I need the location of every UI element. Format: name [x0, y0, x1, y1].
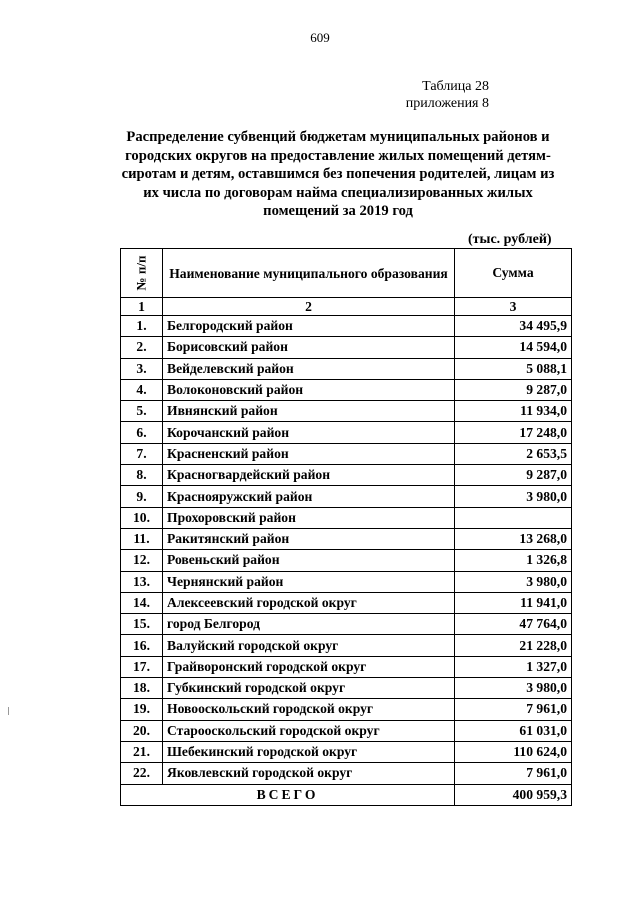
row-number: 22.	[121, 763, 163, 784]
table-row	[121, 720, 572, 741]
row-name: Ракитянский район	[163, 528, 455, 549]
row-sum: 21 228,0	[455, 635, 572, 656]
row-number: 15.	[121, 614, 163, 635]
row-sum: 61 031,0	[455, 720, 572, 741]
column-number-row	[121, 298, 572, 316]
page-number: 609	[310, 30, 330, 45]
table-reference	[405, 78, 489, 112]
row-number: 4.	[121, 379, 163, 400]
row-number: 3.	[121, 358, 163, 379]
row-number: 20.	[121, 720, 163, 741]
row-name: Шебекинский городской округ	[163, 741, 455, 762]
row-name: Корочанский район	[163, 422, 455, 443]
table-row	[121, 379, 572, 400]
row-name: город Белгород	[163, 614, 455, 635]
row-name: Грайворонский городской округ	[163, 656, 455, 677]
row-name: Ивнянский район	[163, 401, 455, 422]
table-row	[121, 592, 572, 613]
table-header-row	[121, 249, 572, 298]
row-name: Борисовский район	[163, 337, 455, 358]
table-row	[121, 443, 572, 464]
row-sum: 9 287,0	[455, 465, 572, 486]
row-number: 5.	[121, 401, 163, 422]
row-name: Новооскольский городской округ	[163, 699, 455, 720]
row-number: 11.	[121, 528, 163, 549]
row-number: 13.	[121, 571, 163, 592]
table-row	[121, 401, 572, 422]
row-number: 14.	[121, 592, 163, 613]
row-name: Валуйский городской округ	[163, 635, 455, 656]
table-ref-line2: приложения 8	[405, 96, 489, 111]
total-label: ВСЕГО	[121, 784, 455, 805]
row-sum: 3 980,0	[455, 571, 572, 592]
row-sum: 11 934,0	[455, 401, 572, 422]
total-row	[121, 784, 572, 805]
row-name: Красненский район	[163, 443, 455, 464]
margin-mark	[8, 707, 9, 715]
table-row	[121, 465, 572, 486]
row-sum: 5 088,1	[455, 358, 572, 379]
row-name: Старооскольский городской округ	[163, 720, 455, 741]
table-row	[121, 635, 572, 656]
row-name: Яковлевский городской округ	[163, 763, 455, 784]
row-sum: 14 594,0	[455, 337, 572, 358]
row-name: Ровеньский район	[163, 550, 455, 571]
col-number-1: 1	[121, 298, 163, 316]
row-sum: 2 653,5	[455, 443, 572, 464]
row-sum: 34 495,9	[455, 316, 572, 337]
table-row	[121, 337, 572, 358]
row-name: Алексеевский городской округ	[163, 592, 455, 613]
units-label: (тыс. рублей)	[468, 232, 552, 247]
col-number-2: 2	[163, 298, 455, 316]
row-sum: 1 326,8	[455, 550, 572, 571]
header-name: Наименование муниципального образования	[163, 249, 455, 298]
table-row	[121, 550, 572, 571]
row-sum: 17 248,0	[455, 422, 572, 443]
row-number: 1.	[121, 316, 163, 337]
table-row	[121, 316, 572, 337]
row-sum: 47 764,0	[455, 614, 572, 635]
row-number: 18.	[121, 678, 163, 699]
table-row	[121, 678, 572, 699]
row-name: Чернянский район	[163, 571, 455, 592]
row-sum: 9 287,0	[455, 379, 572, 400]
row-name: Белгородский район	[163, 316, 455, 337]
table-row	[121, 358, 572, 379]
table-body	[121, 316, 572, 785]
row-number: 7.	[121, 443, 163, 464]
row-name: Губкинский городской округ	[163, 678, 455, 699]
row-name: Краснояружский район	[163, 486, 455, 507]
table-row	[121, 699, 572, 720]
row-sum: 3 980,0	[455, 678, 572, 699]
row-number: 10.	[121, 507, 163, 528]
row-number: 6.	[121, 422, 163, 443]
table-row	[121, 528, 572, 549]
table-ref-line1: Таблица 28	[422, 79, 489, 94]
document-title: Распределение субвенций бюджетам муниципальных районов и городских округов на предоставление жилых помещений детям-сиротам и детям, оставшимся без попечения родителей, лицам из их числа по договорам найма специализированных жилых помещений за 2019 год	[121, 129, 555, 219]
row-number: 21.	[121, 741, 163, 762]
table-row	[121, 656, 572, 677]
row-sum: 3 980,0	[455, 486, 572, 507]
row-sum: 110 624,0	[455, 741, 572, 762]
row-number: 19.	[121, 699, 163, 720]
table-row	[121, 422, 572, 443]
row-sum: 1 327,0	[455, 656, 572, 677]
row-name: Вейделевский район	[163, 358, 455, 379]
row-number: 9.	[121, 486, 163, 507]
header-sum: Сумма	[455, 249, 572, 298]
table-row	[121, 507, 572, 528]
row-name: Прохоровский район	[163, 507, 455, 528]
row-sum: 7 961,0	[455, 699, 572, 720]
row-number: 16.	[121, 635, 163, 656]
row-name: Волоконовский район	[163, 379, 455, 400]
row-sum: 13 268,0	[455, 528, 572, 549]
col-number-3: 3	[455, 298, 572, 316]
row-sum: 11 941,0	[455, 592, 572, 613]
row-number: 8.	[121, 465, 163, 486]
total-sum: 400 959,3	[455, 784, 572, 805]
table-row	[121, 571, 572, 592]
header-num: № п/п	[121, 249, 163, 298]
row-sum: 7 961,0	[455, 763, 572, 784]
row-number: 17.	[121, 656, 163, 677]
subsidy-table	[120, 248, 572, 806]
row-name: Красногвардейский район	[163, 465, 455, 486]
table-row	[121, 763, 572, 784]
table-row	[121, 741, 572, 762]
table-row	[121, 614, 572, 635]
row-sum	[455, 507, 572, 528]
row-number: 2.	[121, 337, 163, 358]
table-row	[121, 486, 572, 507]
row-number: 12.	[121, 550, 163, 571]
